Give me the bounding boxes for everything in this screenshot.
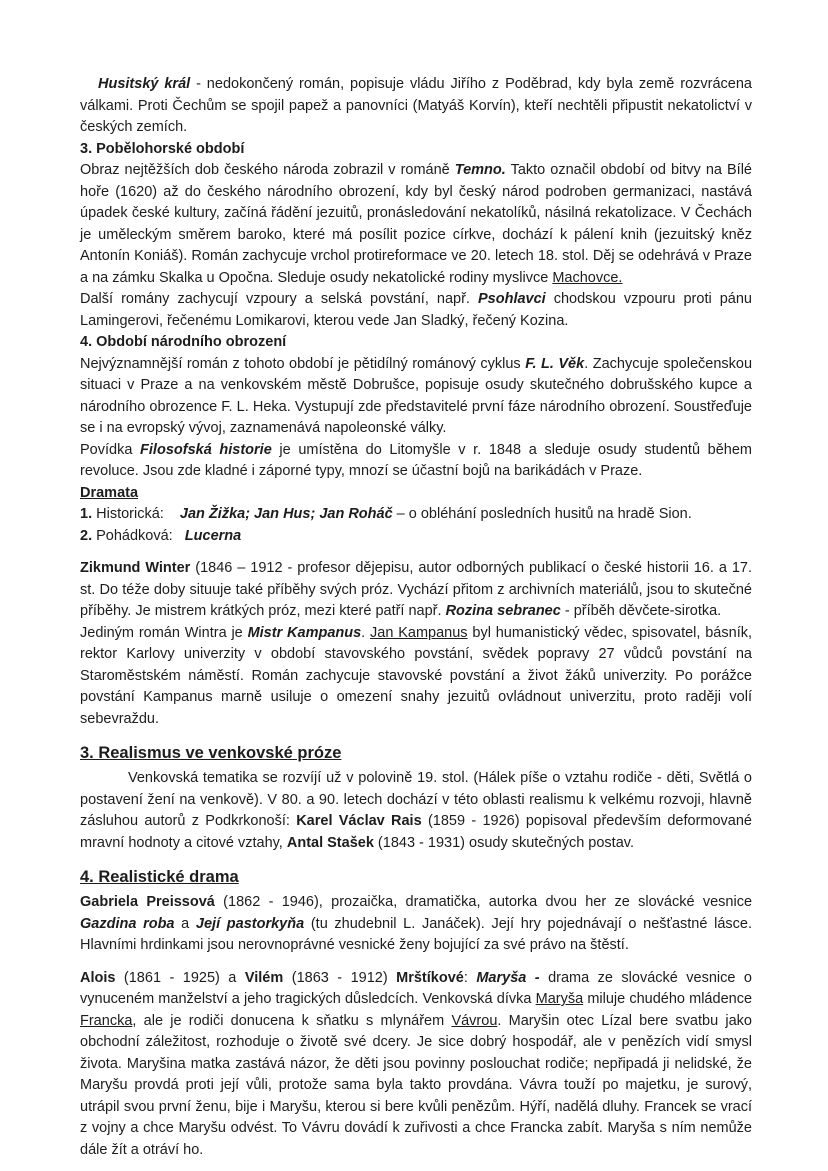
text-run: (1862 - 1946), prozaička, dramatička, autorka dvou her ze slovácké vesnice bbox=[214, 894, 753, 910]
paragraph bbox=[80, 289, 752, 332]
text-run: Pohádková: bbox=[92, 527, 185, 544]
text-run: . Maryšin otec Lízal bere svatbu jako obchodní záležitost, rozhoduje o životě své dcery. Je sice dobrý hospodář, ale v penězích vidí smysl života. Maryšina matka zastává názor, že děti jsou povinny poslouchat rodiče; nepřipadá ji nelidské, že Maryšu provdá proti její vůli, protože sama byla takto provdána. Vávra touží po majetku, je surový, utrápil svou první ženu, bije i Maryšu, kterou si bere kvůli penězům. Hýří, nadělá dluhy. Francek se vrací z vojny a chce Maryšu odvést. To Vávru dovádí k zuřivosti a chce Francka zabít. Maryša s ním nemůže dále žít a otráví ho. bbox=[80, 1012, 752, 1158]
paragraph bbox=[80, 892, 752, 957]
text-run: . Zachycuje společenskou situaci v Praze a na venkovském městě Dobrušce, popisuje osudy skutečného dobrušského kupce a národního obrozence F. L. Heka. Vystupují zde představitelé první fáze národního obrození. Soustřeďuje se i na evropský vývoj, zaznamenává napoleonské války. bbox=[80, 355, 753, 436]
text-run: 2. bbox=[80, 527, 93, 544]
text-run: Maryša - bbox=[476, 969, 540, 986]
text-run: 3. Pobělohorské období bbox=[80, 140, 245, 157]
text-run: Vilém bbox=[244, 969, 284, 986]
text-run: Vávrou bbox=[451, 1012, 498, 1029]
text-run: , ale je rodiči donucena k sňatku s mlynářem bbox=[132, 1012, 452, 1029]
paragraph-spacer bbox=[80, 547, 752, 558]
text-run: - nedokončený román, popisuje vládu Jiřího z Poděbrad, kdy byla země rozvrácena válkami. Proti Čechům se spojil papež a panovníci (Matyáš Korvín), kteří nechtěli připustit nekatolictví v českých zemích. bbox=[80, 76, 752, 135]
text-run: Husitský král bbox=[98, 76, 191, 92]
section-heading bbox=[80, 741, 752, 766]
text-run: (1861 - 1925) a bbox=[115, 969, 245, 986]
text-run: Gazdina roba bbox=[80, 915, 175, 932]
text-run: Machovce. bbox=[552, 269, 623, 286]
text-run: (1843 - 1931) osudy skutečných postav. bbox=[373, 834, 634, 851]
paragraph bbox=[80, 440, 752, 483]
text-run: 3. Realismus ve venkovské próze bbox=[80, 744, 342, 762]
text-run: drama ze slovácké vesnice o vynuceném manželství a jeho tragických důsledcích. Venkovská dívka bbox=[80, 969, 752, 1007]
text-run: chodskou vzpouru proti pánu Lamingerovi, řečenému Lomikarovi, kterou vede Jan Sladký, řečený Kozina. bbox=[80, 291, 752, 329]
text-run: Maryša bbox=[535, 991, 584, 1007]
text-run: Takto označil období od bitvy na Bílé hoře (1620) až do českého národního obrození, kdy byl český národ podroben germanizaci, nastává úpadek české kultury, začíná řádění jezuitů, pronásledování nekatolíků, násilná rekatolizace. V Čechách je uměleckým směrem baroko, které má posílit pozice církve, dochází k pálení knih (jezuitský kněz Antonín Koniáš). Román zachycuje vrchol protireformace ve 20. letech 18. stol. Děj se odehrává v Praze a na zámku Skalka u Opočna. Sleduje osudy nekatolické rodiny myslivce bbox=[80, 162, 752, 286]
paragraph bbox=[80, 160, 752, 289]
text-run: Lucerna bbox=[184, 527, 242, 544]
text-run: : bbox=[463, 969, 477, 986]
text-run: 4. Období národního obrození bbox=[80, 334, 287, 350]
paragraph bbox=[80, 354, 752, 440]
text-run: 4. Realistické drama bbox=[80, 868, 239, 886]
text-run: (tu zhudebnil L. Janáček). Její hry pojednávají o nešťastné lásce. Hlavními hrdinkami jsou nerovnoprávné vesnické ženy bojující za své právo na štěstí. bbox=[80, 915, 752, 953]
text-run: Další romány zachycují vzpoury a selská povstání, např. bbox=[80, 291, 478, 307]
text-run: Antal Stašek bbox=[286, 834, 374, 851]
text-run: byl humanistický vědec, spisovatel, básník, rektor Karlovy univerzity v období stavovského povstání, svědek popravy 27 vůdců povstání na Staroměstském náměstí. Román zachycuje stavovské povstání a život žáků univerzity. Po porážce povstání Kampanus marně usiluje o omezení snahy jezuitů ovládnout univerzitu, proto raději volí sebevraždu. bbox=[80, 624, 752, 727]
paragraph-spacer bbox=[80, 730, 752, 741]
text-run: Temno. bbox=[454, 162, 506, 178]
text-run: Psohlavci bbox=[478, 291, 546, 307]
text-run: Dramata bbox=[80, 484, 139, 501]
subheading bbox=[80, 139, 752, 161]
text-run: Jan Kampanus bbox=[370, 624, 468, 641]
text-run: Historická: bbox=[92, 506, 180, 522]
text-run: a bbox=[174, 915, 196, 932]
paragraph bbox=[80, 768, 752, 854]
text-run: . bbox=[361, 624, 371, 641]
text-run: Rozina sebranec bbox=[445, 603, 561, 619]
text-run: Alois bbox=[80, 969, 116, 986]
paragraph bbox=[80, 504, 752, 526]
text-run: Nejvýznamnější román z tohoto období je pětidílný románový cyklus bbox=[80, 355, 526, 372]
text-run: Mistr Kampanus bbox=[247, 624, 362, 641]
text-run: (1863 - 1912) bbox=[283, 969, 397, 986]
text-run: Její pastorkyňa bbox=[195, 915, 305, 932]
subheading bbox=[80, 483, 752, 505]
text-run: - příběh děvčete-sirotka. bbox=[560, 603, 722, 619]
text-run: Jediným román Wintra je bbox=[80, 624, 248, 641]
section-heading bbox=[80, 865, 752, 890]
paragraph-spacer bbox=[80, 957, 752, 968]
text-run: 1. bbox=[80, 506, 93, 522]
text-run: miluje chudého mládence bbox=[583, 991, 753, 1007]
paragraph bbox=[80, 558, 752, 623]
paragraph bbox=[80, 968, 752, 1162]
text-run: – o obléhání posledních husitů na hradě Sion. bbox=[392, 506, 692, 522]
text-run: Povídka bbox=[80, 441, 141, 458]
paragraph-spacer bbox=[80, 854, 752, 865]
text-run: Zikmund Winter bbox=[80, 560, 191, 576]
paragraph bbox=[80, 74, 752, 139]
text-run: Mrštíkové bbox=[396, 969, 464, 986]
text-run: F. L. Věk bbox=[525, 355, 585, 372]
text-run: (1846 – 1912 - profesor dějepisu, autor odborných publikací o české historii 16. a 17. st. Do téže doby situuje také příběhy svých próz. Vychází přitom z archivních materiálů, jsou to skutečné příběhy. Je mistrem krátkých próz, mezi které patří např. bbox=[80, 560, 752, 619]
text-run: Francka bbox=[80, 1012, 133, 1029]
subheading bbox=[80, 332, 752, 354]
document-body bbox=[80, 74, 752, 1161]
text-run: Obraz nejtěžších dob českého národa zobrazil v románě bbox=[80, 162, 455, 178]
text-run: Filosofská historie bbox=[140, 441, 272, 458]
paragraph bbox=[80, 623, 752, 731]
text-run: Gabriela Preissová bbox=[80, 894, 215, 910]
text-run: Venkovská tematika se rozvíjí už v polovině 19. stol. (Hálek píše o vztahu rodiče - děti, Světlá o postavení žení na venkově). V 80. a 90. letech dochází v této oblasti realismu k velkému rozvoji, hlavně zásluhou autorů z Podkrkonoší: bbox=[80, 770, 752, 829]
text-run: je umístěna do Litomyšle v r. 1848 a sleduje osudy studentů během revoluce. Jsou zde kladné i záporné typy, mnozí se účastní bojů na barikádách v Praze. bbox=[80, 441, 752, 479]
paragraph bbox=[80, 526, 752, 548]
text-run: Karel Václav Rais bbox=[296, 813, 422, 829]
text-run: (1859 - 1926) popisoval především deformované mravní hodnoty a citové vztahy, bbox=[80, 813, 752, 851]
text-run: Jan Žižka; Jan Hus; Jan Roháč bbox=[179, 506, 393, 522]
